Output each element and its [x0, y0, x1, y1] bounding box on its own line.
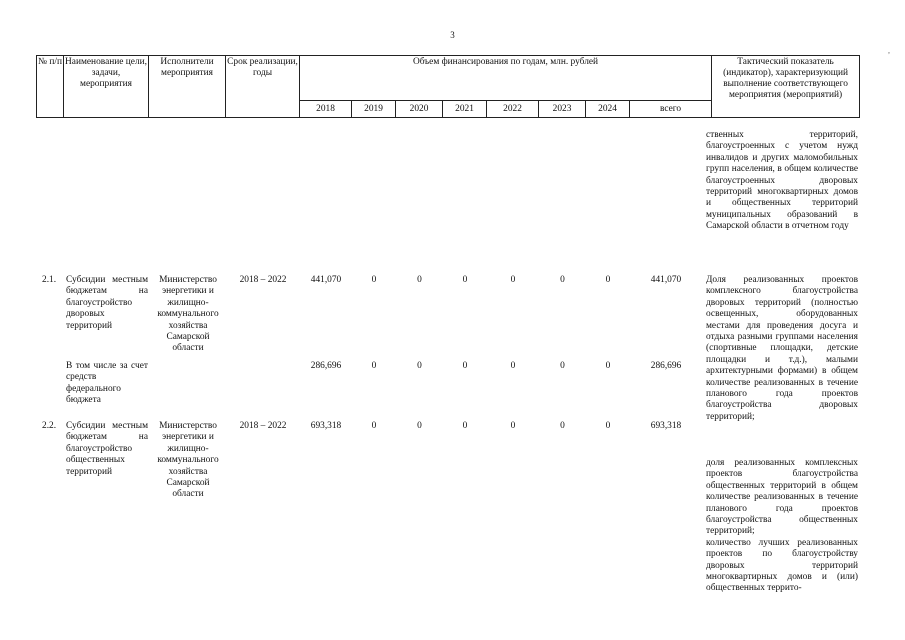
header-funding: Объем финансирования по годам, млн. рублей	[300, 56, 712, 101]
indicator-continuation: ственных территорий, благоустроенных с учетом нужд инвалидов и других маломобильных групп населения, в общем количестве благоустроенных дворовых территорий многоквартирных домов и общественных территорий муниципальных образований в Самарской области в отчетном году	[706, 130, 858, 232]
table-header	[36, 55, 860, 118]
row-name: Субсидии местным бюджетам на благоустройство общественных территорий	[66, 421, 148, 477]
value-2018: 441,070	[310, 275, 342, 285]
row-executor: Министерство энергетики и жилищно-коммунального хозяйства Самарской области	[157, 275, 219, 354]
value-2024: 0	[605, 361, 611, 371]
header-year: 2019	[352, 101, 396, 118]
margin-mark: ,	[888, 46, 890, 55]
row-number: 2.2.	[42, 421, 57, 431]
header-executor: Исполнители мероприятия	[149, 56, 226, 118]
header-year-total: всего	[630, 101, 712, 118]
table-body	[36, 130, 859, 640]
value-2024: 0	[605, 421, 611, 431]
value-2019: 0	[371, 421, 377, 431]
row-term: 2018 – 2022	[239, 421, 287, 431]
row-executor: Министерство энергетики и жилищно-коммунального хозяйства Самарской области	[157, 421, 219, 500]
header-indicator: Тактический показатель (индикатор), характеризующий выполнение соответствующего мероприятия (мероприятий)	[712, 56, 860, 118]
value-2019: 0	[371, 361, 377, 371]
value-total: 286,696	[650, 361, 682, 371]
row-indicator: доля реализованных комплексных проектов благоустройства общественных территорий в общем количестве реализованных в течение планового года проектов благоустройства общественных территорий; количество лучших реализованных проектов по благоустройству дворовых территорий многоквартирных домов и (или) общественных террито-	[706, 458, 858, 594]
header-year: 2024	[586, 101, 630, 118]
header-year: 2023	[539, 101, 586, 118]
value-2022: 0	[510, 275, 516, 285]
value-2020: 0	[417, 275, 422, 285]
header-term: Срок реализации, годы	[226, 56, 300, 118]
value-2021: 0	[462, 275, 468, 285]
header-year: 2020	[396, 101, 443, 118]
value-2018: 286,696	[310, 361, 342, 371]
value-2019: 0	[371, 275, 377, 285]
value-2023: 0	[560, 275, 565, 285]
value-total: 693,318	[650, 421, 682, 431]
value-2021: 0	[462, 361, 468, 371]
row-subname: В том числе за счет средств федерального бюджета	[66, 361, 148, 406]
header-year: 2022	[487, 101, 539, 118]
value-2020: 0	[417, 421, 422, 431]
value-2018: 693,318	[310, 421, 342, 431]
value-total: 441,070	[650, 275, 682, 285]
header-year: 2018	[300, 101, 352, 118]
value-2022: 0	[510, 421, 516, 431]
value-2023: 0	[560, 421, 565, 431]
row-term: 2018 – 2022	[239, 275, 287, 285]
value-2024: 0	[605, 275, 611, 285]
header-name: Наименование цели, задачи, мероприятия	[64, 56, 149, 118]
row-indicator: Доля реализованных проектов комплексного благоустройства дворовых территорий (полностью освещенных, оборудованных местами для проведения досуга и отдыха разными группами населения (спортивные площадки, детские площадки и т.д.), малыми архитектурными формами) в общем количестве реализованных в течение планового года проектов благоустройства дворовых территорий;	[706, 275, 858, 422]
value-2021: 0	[462, 421, 468, 431]
row-name: Субсидии местным бюджетам на благоустройство дворовых территорий	[66, 275, 148, 331]
value-2023: 0	[560, 361, 565, 371]
value-2020: 0	[417, 361, 422, 371]
header-year: 2021	[443, 101, 487, 118]
header-no: № п/п	[37, 56, 64, 118]
page-number: 3	[450, 30, 455, 40]
row-number: 2.1.	[42, 275, 57, 285]
value-2022: 0	[510, 361, 516, 371]
